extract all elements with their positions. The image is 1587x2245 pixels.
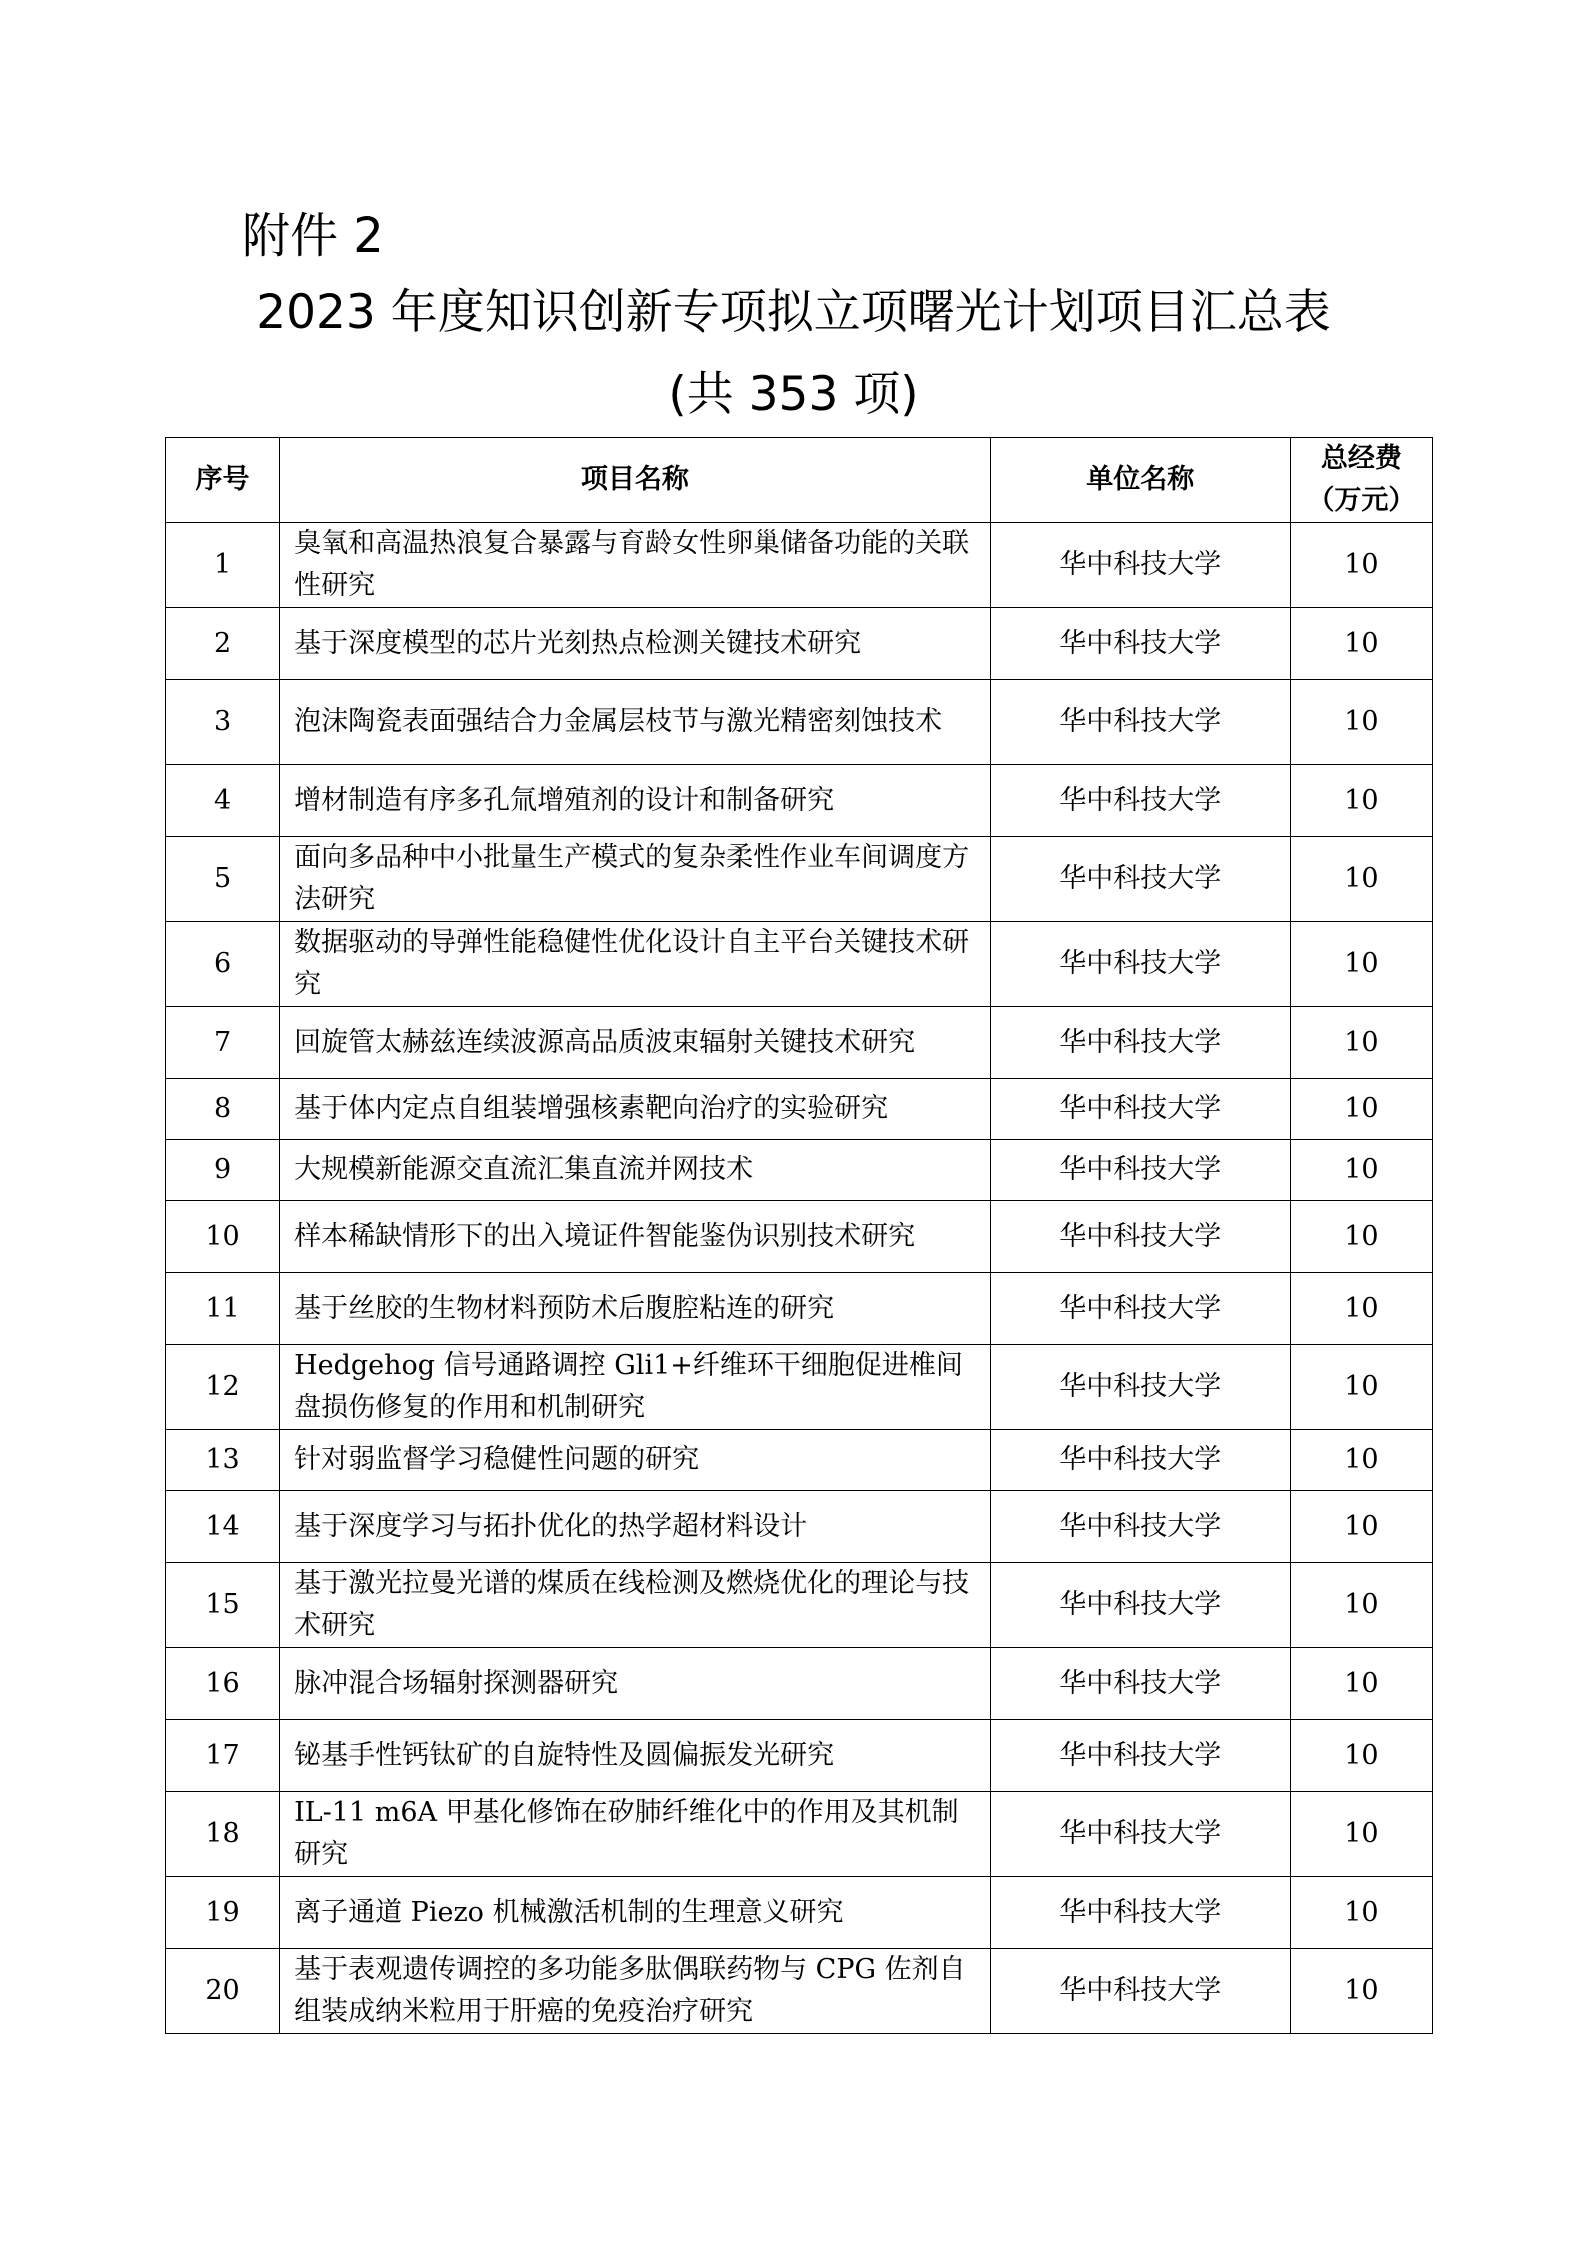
row-project-name: 基于丝胶的生物材料预防术后腹腔粘连的研究 (280, 1273, 991, 1345)
table-row (166, 1079, 1433, 1140)
row-unit: 华中科技大学 (990, 1563, 1290, 1648)
row-funding: 10 (1290, 1720, 1432, 1792)
row-no: 16 (166, 1648, 280, 1720)
document-subtitle: (共 353 项) (668, 367, 919, 422)
table-row (166, 680, 1433, 765)
table-row (166, 1563, 1433, 1648)
row-funding: 10 (1290, 608, 1432, 680)
row-no: 19 (166, 1877, 280, 1949)
row-project-name: 离子通道 Piezo 机械激活机制的生理意义研究 (280, 1877, 991, 1949)
row-no: 9 (166, 1140, 280, 1201)
row-project-name: 数据驱动的导弹性能稳健性优化设计自主平台关键技术研究 (280, 922, 991, 1007)
row-funding: 10 (1290, 837, 1432, 922)
row-no: 17 (166, 1720, 280, 1792)
row-project-name: 臭氧和高温热浪复合暴露与育龄女性卵巢储备功能的关联性研究 (280, 523, 991, 608)
header-project-name: 项目名称 (280, 438, 991, 523)
row-funding: 10 (1290, 1648, 1432, 1720)
row-no: 14 (166, 1491, 280, 1563)
table-row (166, 1949, 1433, 2034)
row-unit: 华中科技大学 (990, 1007, 1290, 1079)
row-no: 2 (166, 608, 280, 680)
row-no: 10 (166, 1201, 280, 1273)
table-row (166, 1430, 1433, 1491)
row-unit: 华中科技大学 (990, 837, 1290, 922)
row-no: 1 (166, 523, 280, 608)
row-unit: 华中科技大学 (990, 1140, 1290, 1201)
row-funding: 10 (1290, 1792, 1432, 1877)
row-no: 8 (166, 1079, 280, 1140)
row-funding: 10 (1290, 1877, 1432, 1949)
table-row (166, 1273, 1433, 1345)
header-funding-line2: （万元） (1307, 485, 1416, 516)
table-row (166, 1345, 1433, 1430)
row-no: 5 (166, 837, 280, 922)
row-unit: 华中科技大学 (990, 1792, 1290, 1877)
row-funding: 10 (1290, 1273, 1432, 1345)
row-project-name: 基于深度学习与拓扑优化的热学超材料设计 (280, 1491, 991, 1563)
row-no: 20 (166, 1949, 280, 2034)
row-project-name: 基于激光拉曼光谱的煤质在线检测及燃烧优化的理论与技术研究 (280, 1563, 991, 1648)
row-project-name: IL-11 m6A 甲基化修饰在矽肺纤维化中的作用及其机制研究 (280, 1792, 991, 1877)
row-project-name: 基于体内定点自组装增强核素靶向治疗的实验研究 (280, 1079, 991, 1140)
row-funding: 10 (1290, 523, 1432, 608)
row-unit: 华中科技大学 (990, 1949, 1290, 2034)
row-no: 12 (166, 1345, 280, 1430)
row-funding: 10 (1290, 1007, 1432, 1079)
row-funding: 10 (1290, 1345, 1432, 1430)
table-row (166, 523, 1433, 608)
row-funding: 10 (1290, 1491, 1432, 1563)
row-no: 6 (166, 922, 280, 1007)
row-funding: 10 (1290, 1201, 1432, 1273)
row-project-name: 脉冲混合场辐射探测器研究 (280, 1648, 991, 1720)
table-row (166, 1648, 1433, 1720)
header-total-funding (1290, 438, 1432, 523)
row-funding: 10 (1290, 765, 1432, 837)
table-row (166, 1720, 1433, 1792)
row-unit: 华中科技大学 (990, 1201, 1290, 1273)
document-title: 2023 年度知识创新专项拟立项曙光计划项目汇总表 (256, 285, 1331, 340)
row-unit: 华中科技大学 (990, 608, 1290, 680)
row-unit: 华中科技大学 (990, 1079, 1290, 1140)
table-row (166, 1007, 1433, 1079)
row-funding: 10 (1290, 1563, 1432, 1648)
table-row (166, 1140, 1433, 1201)
header-no: 序号 (166, 438, 280, 523)
table-row (166, 837, 1433, 922)
row-unit: 华中科技大学 (990, 1345, 1290, 1430)
row-no: 13 (166, 1430, 280, 1491)
row-project-name: 泡沫陶瓷表面强结合力金属层枝节与激光精密刻蚀技术 (280, 680, 991, 765)
row-funding: 10 (1290, 1140, 1432, 1201)
row-funding: 10 (1290, 1079, 1432, 1140)
row-no: 11 (166, 1273, 280, 1345)
row-project-name: 针对弱监督学习稳健性问题的研究 (280, 1430, 991, 1491)
row-unit: 华中科技大学 (990, 1491, 1290, 1563)
table-row (166, 1201, 1433, 1273)
table-row (166, 765, 1433, 837)
row-unit: 华中科技大学 (990, 922, 1290, 1007)
row-unit: 华中科技大学 (990, 1720, 1290, 1792)
table-row (166, 922, 1433, 1007)
attachment-label: 附件 2 (242, 208, 384, 264)
row-no: 7 (166, 1007, 280, 1079)
row-unit: 华中科技大学 (990, 765, 1290, 837)
row-funding: 10 (1290, 1430, 1432, 1491)
row-no: 4 (166, 765, 280, 837)
row-project-name: 回旋管太赫兹连续波源高品质波束辐射关键技术研究 (280, 1007, 991, 1079)
table-header-row (166, 438, 1433, 523)
row-unit: 华中科技大学 (990, 523, 1290, 608)
row-funding: 10 (1290, 680, 1432, 765)
table-row (166, 1491, 1433, 1563)
row-unit: 华中科技大学 (990, 680, 1290, 765)
row-project-name: 增材制造有序多孔氚增殖剂的设计和制备研究 (280, 765, 991, 837)
row-project-name: Hedgehog 信号通路调控 Gli1+纤维环干细胞促进椎间盘损伤修复的作用和机制研究 (280, 1345, 991, 1430)
table-row (166, 1877, 1433, 1949)
header-unit-name: 单位名称 (990, 438, 1290, 523)
row-unit: 华中科技大学 (990, 1877, 1290, 1949)
row-project-name: 基于深度模型的芯片光刻热点检测关键技术研究 (280, 608, 991, 680)
row-no: 18 (166, 1792, 280, 1877)
row-unit: 华中科技大学 (990, 1273, 1290, 1345)
row-project-name: 大规模新能源交直流汇集直流并网技术 (280, 1140, 991, 1201)
row-project-name: 基于表观遗传调控的多功能多肽偶联药物与 CPG 佐剂自组装成纳米粒用于肝癌的免疫治疗研究 (280, 1949, 991, 2034)
header-funding-line1: 总经费 (1320, 443, 1402, 474)
row-unit: 华中科技大学 (990, 1430, 1290, 1491)
row-no: 15 (166, 1563, 280, 1648)
row-funding: 10 (1290, 922, 1432, 1007)
project-summary-table (165, 437, 1433, 2034)
row-unit: 华中科技大学 (990, 1648, 1290, 1720)
table-row (166, 608, 1433, 680)
row-no: 3 (166, 680, 280, 765)
row-project-name: 铋基手性钙钛矿的自旋特性及圆偏振发光研究 (280, 1720, 991, 1792)
table-row (166, 1792, 1433, 1877)
row-project-name: 面向多品种中小批量生产模式的复杂柔性作业车间调度方法研究 (280, 837, 991, 922)
row-funding: 10 (1290, 1949, 1432, 2034)
row-project-name: 样本稀缺情形下的出入境证件智能鉴伪识别技术研究 (280, 1201, 991, 1273)
